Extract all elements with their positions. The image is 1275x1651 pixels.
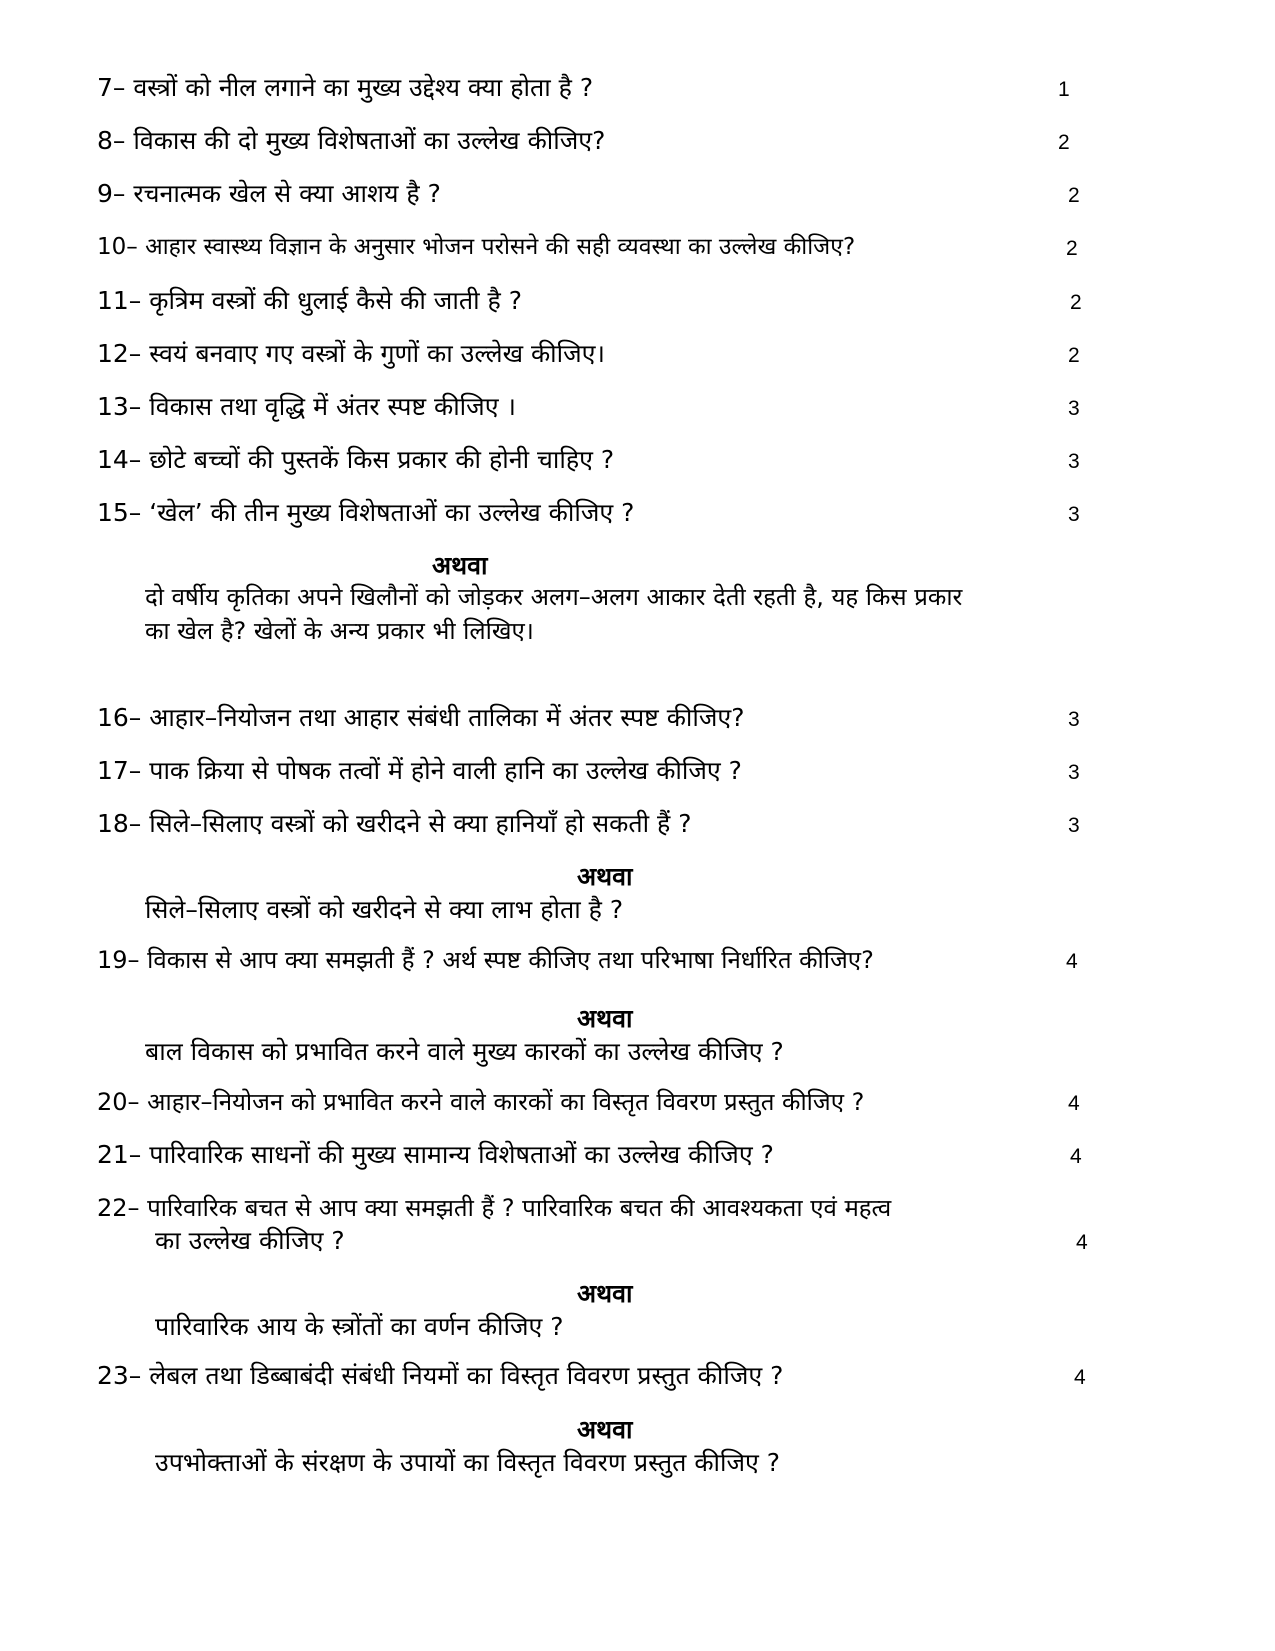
question-17: 17– पाक क्रिया से पोषक तत्वों में होने वाली हानि का उल्लेख कीजिए ? <box>97 756 742 785</box>
question-15: 15– ‘खेल’ की तीन मुख्य विशेषताओं का उल्लेख कीजिए ? <box>97 498 635 527</box>
question-19: 19– विकास से आप क्या समझती हैं ? अर्थ स्पष्ट कीजिए तथा परिभाषा निर्धारित कीजिए? <box>97 946 874 974</box>
marks-22: 4 <box>1076 1231 1088 1254</box>
or-label-22: अथवा <box>577 1279 633 1308</box>
marks-23: 4 <box>1074 1366 1086 1389</box>
marks-10: 2 <box>1066 237 1078 260</box>
question-10: 10– आहार स्वास्थ्य विज्ञान के अनुसार भोजन परोसने की सही व्यवस्था का उल्लेख कीजिए? <box>97 234 856 260</box>
question-11: 11– कृत्रिम वस्त्रों की धुलाई कैसे की जाती है ? <box>97 286 522 315</box>
marks-9: 2 <box>1068 184 1080 207</box>
question-14: 14– छोटे बच्चों की पुस्तकें किस प्रकार की होनी चाहिए ? <box>97 445 615 474</box>
marks-12: 2 <box>1068 344 1080 367</box>
alternative-23: उपभोक्ताओं के संरक्षण के उपायों का विस्तृत विवरण प्रस्तुत कीजिए ? <box>155 1448 781 1477</box>
or-label-19: अथवा <box>577 1004 633 1033</box>
alternative-22: पारिवारिक आय के स्त्रोंतों का वर्णन कीजिए ? <box>155 1312 564 1341</box>
marks-13: 3 <box>1068 397 1080 420</box>
or-label-23: अथवा <box>577 1415 633 1444</box>
alternative-15-line2: का खेल है? खेलों के अन्य प्रकार भी लिखिए। <box>145 617 534 645</box>
marks-19: 4 <box>1066 950 1078 973</box>
question-13: 13– विकास तथा वृद्धि में अंतर स्पष्ट कीजिए । <box>97 392 516 421</box>
question-20: 20– आहार–नियोजन को प्रभावित करने वाले कारकों का विस्तृत विवरण प्रस्तुत कीजिए ? <box>97 1088 865 1116</box>
marks-21: 4 <box>1070 1145 1082 1168</box>
marks-7: 1 <box>1058 78 1070 101</box>
question-21: 21– पारिवारिक साधनों की मुख्य सामान्य विशेषताओं का उल्लेख कीजिए ? <box>97 1140 774 1169</box>
marks-20: 4 <box>1068 1092 1080 1115</box>
alternative-18: सिले–सिलाए वस्त्रों को खरीदने से क्या लाभ होता है ? <box>145 895 624 924</box>
marks-8: 2 <box>1058 131 1070 154</box>
marks-18: 3 <box>1068 814 1080 837</box>
or-label-18: अथवा <box>577 862 633 891</box>
question-23: 23– लेबल तथा डिब्बाबंदी संबंधी नियमों का विस्तृत विवरण प्रस्तुत कीजिए ? <box>97 1361 784 1390</box>
marks-15: 3 <box>1068 503 1080 526</box>
marks-11: 2 <box>1070 291 1082 314</box>
question-7: 7– वस्त्रों को नील लगाने का मुख्य उद्देश्य क्या होता है ? <box>97 73 594 102</box>
question-16: 16– आहार–नियोजन तथा आहार संबंधी तालिका में अंतर स्पष्ट कीजिए? <box>97 703 745 732</box>
marks-16: 3 <box>1068 708 1080 731</box>
question-18: 18– सिले–सिलाए वस्त्रों को खरीदने से क्या हानियाँ हो सकती हैं ? <box>97 809 692 838</box>
alternative-19: बाल विकास को प्रभावित करने वाले मुख्य कारकों का उल्लेख कीजिए ? <box>145 1037 784 1066</box>
question-9: 9– रचनात्मक खेल से क्या आशय है ? <box>97 179 441 208</box>
marks-14: 3 <box>1068 450 1080 473</box>
question-22-line1: 22– पारिवारिक बचत से आप क्या समझती हैं ? पारिवारिक बचत की आवश्यकता एवं महत्व <box>97 1194 892 1222</box>
or-label-15: अथवा <box>432 551 488 580</box>
alternative-15-line1: दो वर्षीय कृतिका अपने खिलौनों को जोड़कर अलग–अलग आकार देती रहती है, यह किस प्रकार <box>145 583 963 611</box>
question-12: 12– स्वयं बनवाए गए वस्त्रों के गुणों का उल्लेख कीजिए। <box>97 339 605 368</box>
question-22-line2: का उल्लेख कीजिए ? <box>155 1226 345 1255</box>
marks-17: 3 <box>1068 761 1080 784</box>
question-8: 8– विकास की दो मुख्य विशेषताओं का उल्लेख कीजिए? <box>97 126 606 155</box>
